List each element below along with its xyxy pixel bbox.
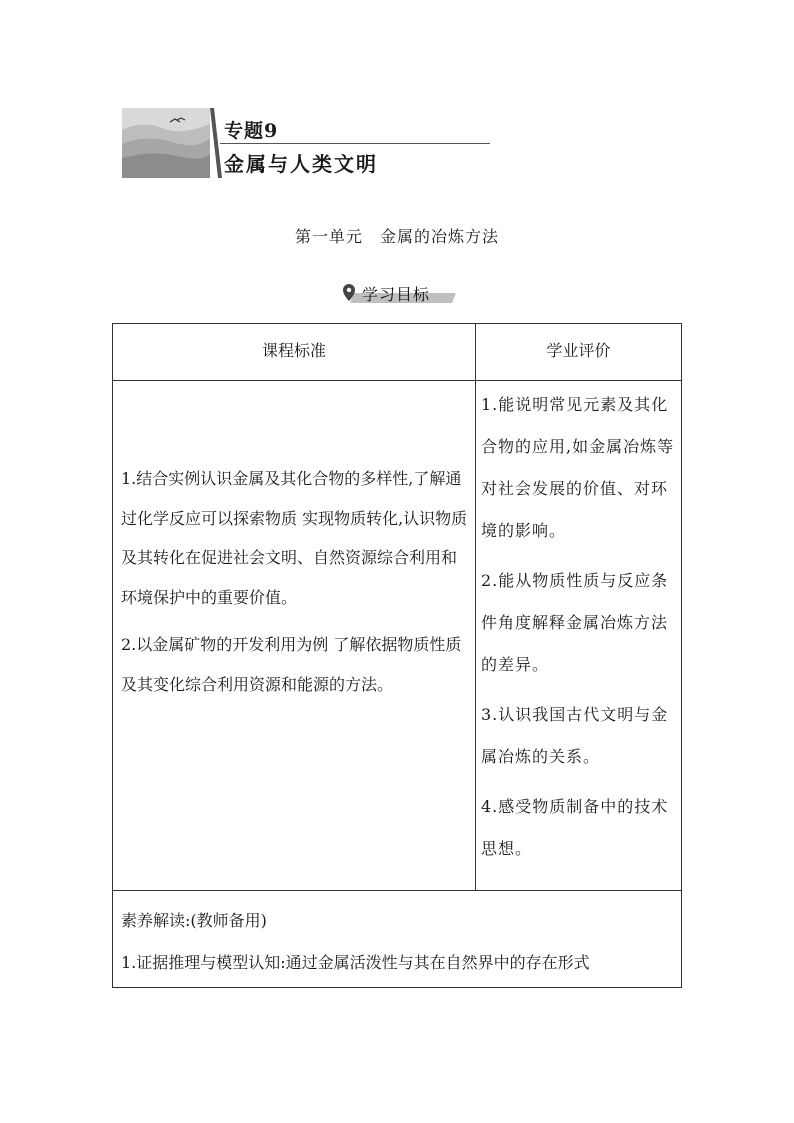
evaluation-item: 1.能说明常见元素及其化合物的应用,如金属冶炼等对社会发展的价值、对环境的影响。 — [481, 395, 675, 540]
column-divider — [475, 324, 476, 890]
chapter-number: 专题9 — [224, 120, 279, 142]
standards-cell — [121, 459, 469, 712]
column-header-evaluation: 学业评价 — [546, 341, 611, 360]
learning-goals-table — [112, 323, 682, 988]
unit-title: 第一单元 金属的冶炼方法 — [294, 227, 499, 246]
landscape-illustration — [122, 108, 222, 178]
literacy-row-divider — [113, 890, 681, 891]
evaluations-cell — [481, 384, 677, 878]
section-label: 学习目标 — [362, 285, 431, 304]
evaluation-item: 3.认识我国古代文明与金属冶炼的关系。 — [481, 705, 669, 766]
literacy-cell — [121, 900, 677, 984]
literacy-title: 素养解读:(教师备用) — [121, 911, 267, 930]
standard-item: 1.结合实例认识金属及其化合物的多样性,了解通过化学反应可以探索物质 实现物质转化,认识物质及其转化在促进社会文明、自然资源综合利用和环境保护中的重要价值。 — [121, 469, 468, 607]
evaluation-item: 4.感受物质制备中的技术思想。 — [481, 797, 669, 858]
chapter-title: 金属与人类文明 — [224, 152, 378, 176]
header-row-divider — [113, 380, 681, 381]
section-heading — [340, 281, 456, 305]
chapter-rule — [220, 143, 490, 144]
literacy-item: 1.证据推理与模型认知:通过金属活泼性与其在自然界中的存在形式 — [121, 953, 590, 972]
standard-item: 2.以金属矿物的开发利用为例 了解依据物质性质及其变化综合利用资源和能源的方法。 — [121, 635, 462, 694]
column-header-standard: 课程标准 — [261, 341, 326, 360]
chapter-banner — [122, 108, 494, 178]
evaluation-item: 2.能从物质性质与反应条件角度解释金属冶炼方法的差异。 — [481, 571, 669, 674]
